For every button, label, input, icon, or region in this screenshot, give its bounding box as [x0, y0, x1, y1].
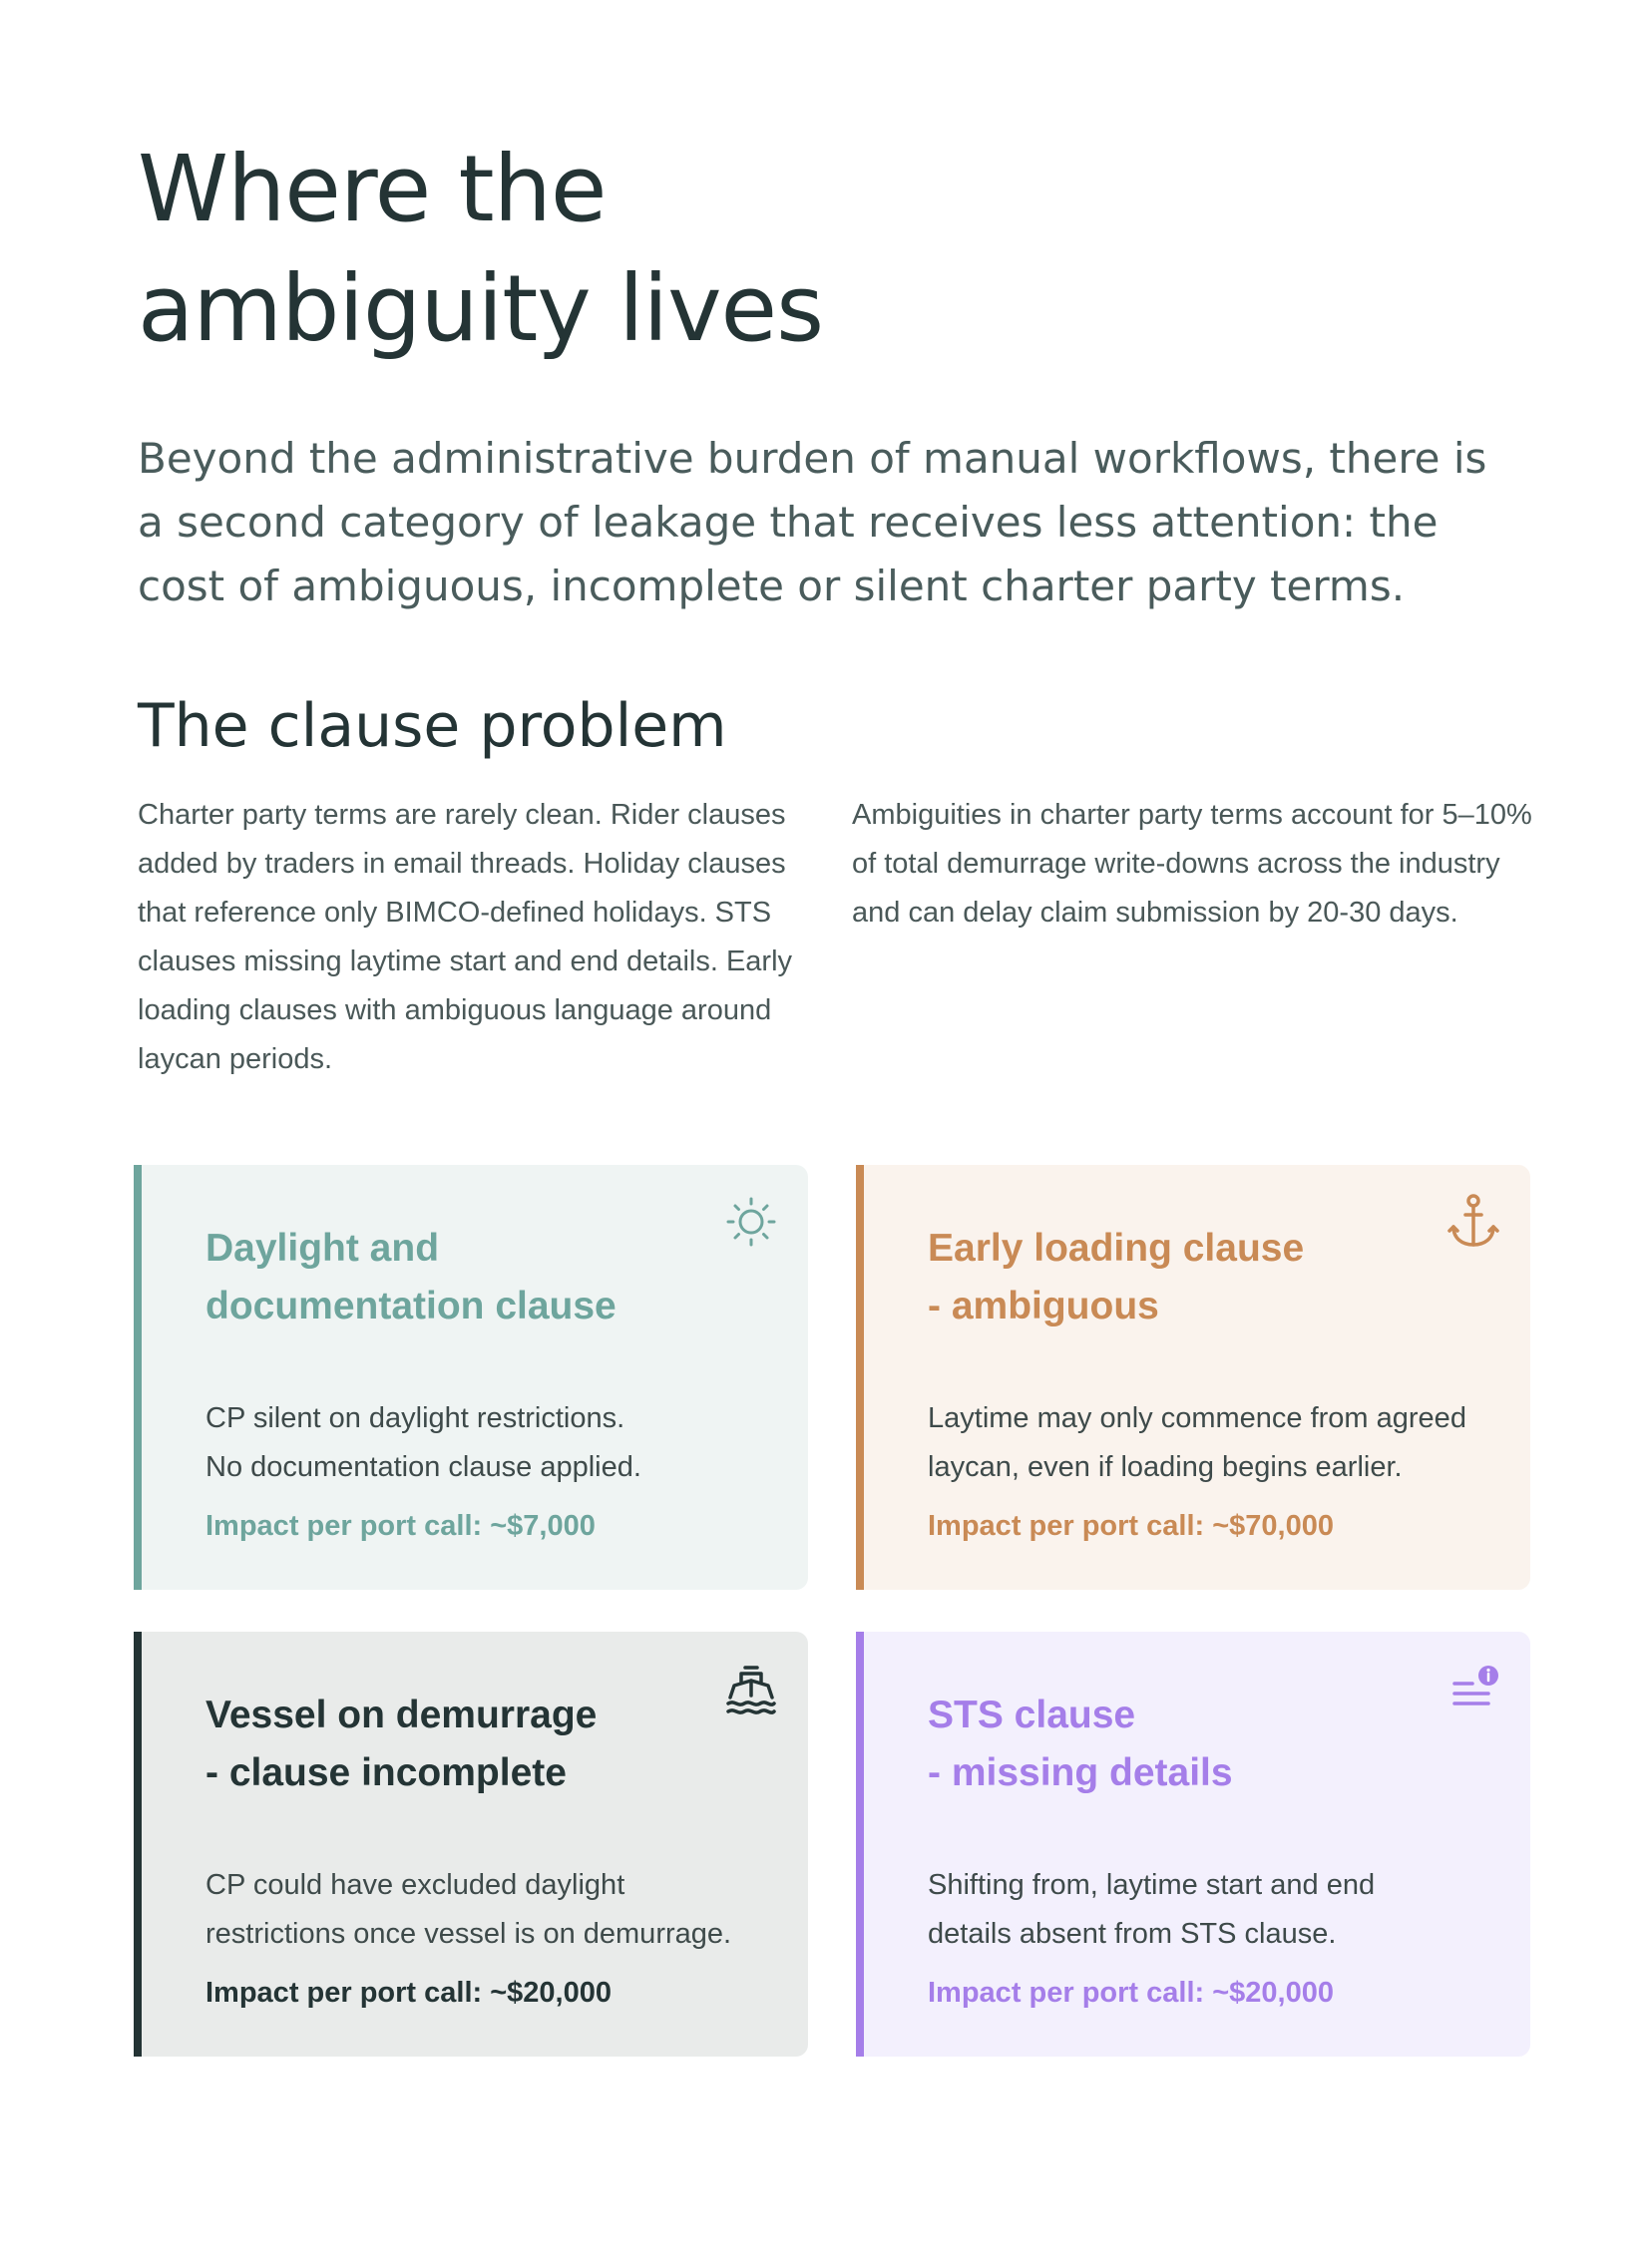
intro-paragraph: Beyond the administrative burden of manual workflows, there is a second category of leakage that receives less attention: the cost of ambiguous, incomplete or silent charter party terms. — [138, 434, 1487, 610]
card-description-line-1: Shifting from, laytime start and end — [928, 1869, 1376, 1901]
clause-card-vessel-demurrage — [134, 1632, 808, 2057]
list-info-icon — [1439, 1654, 1508, 1723]
card-title — [206, 1220, 724, 1335]
page-title-line-1: Where the — [138, 136, 607, 242]
card-title — [928, 1687, 1446, 1802]
page-title — [138, 130, 1235, 369]
card-impact: Impact per port call: ~$70,000 — [928, 1510, 1334, 1542]
card-title — [206, 1687, 724, 1802]
clause-card-daylight — [134, 1165, 808, 1590]
card-title-line-2: - ambiguous — [928, 1285, 1159, 1327]
body-column-right: Ambiguities in charter party terms account for 5–10% of total demurrage write-downs across the industry and can delay claim submission by 20-30 days. — [852, 799, 1532, 929]
section-title: The clause problem — [138, 691, 727, 761]
card-description-line-1: Laytime may only commence from agreed — [928, 1402, 1466, 1434]
card-description-line-1: CP could have excluded daylight — [206, 1869, 625, 1901]
ship-icon — [716, 1654, 786, 1723]
card-impact: Impact per port call: ~$7,000 — [206, 1510, 596, 1542]
card-description — [206, 1861, 784, 1959]
card-description-line-2: restrictions once vessel is on demurrage. — [206, 1918, 732, 1950]
anchor-icon — [1439, 1187, 1508, 1257]
page-title-line-2: ambiguity lives — [138, 255, 824, 362]
card-title-line-1: STS clause — [928, 1694, 1136, 1736]
sun-icon — [716, 1187, 786, 1257]
card-title — [928, 1220, 1446, 1335]
card-title-line-2: - missing details — [928, 1751, 1233, 1794]
card-description-line-1: CP silent on daylight restrictions. — [206, 1402, 625, 1434]
clause-card-early-loading — [856, 1165, 1530, 1590]
card-impact: Impact per port call: ~$20,000 — [206, 1977, 612, 2009]
card-title-line-2: - clause incomplete — [206, 1751, 567, 1794]
card-description-line-2: laycan, even if loading begins earlier. — [928, 1451, 1403, 1483]
card-title-line-1: Daylight and — [206, 1227, 440, 1270]
card-description — [928, 1394, 1506, 1492]
clause-card-sts — [856, 1632, 1530, 2057]
body-column-left: Charter party terms are rarely clean. Rider clauses added by traders in email threads. Holiday clauses that reference only BIMCO-defined holidays. STS clauses missing laytime start and end details. Early loading clauses with ambiguous language around laycan periods. — [138, 799, 793, 1075]
card-description — [206, 1394, 784, 1492]
card-impact: Impact per port call: ~$20,000 — [928, 1977, 1334, 2009]
card-description-line-2: details absent from STS clause. — [928, 1918, 1337, 1950]
card-description-line-2: No documentation clause applied. — [206, 1451, 641, 1483]
card-title-line-2: documentation clause — [206, 1285, 617, 1327]
card-title-line-1: Early loading clause — [928, 1227, 1305, 1270]
card-description — [928, 1861, 1506, 1959]
card-title-line-1: Vessel on demurrage — [206, 1694, 598, 1736]
